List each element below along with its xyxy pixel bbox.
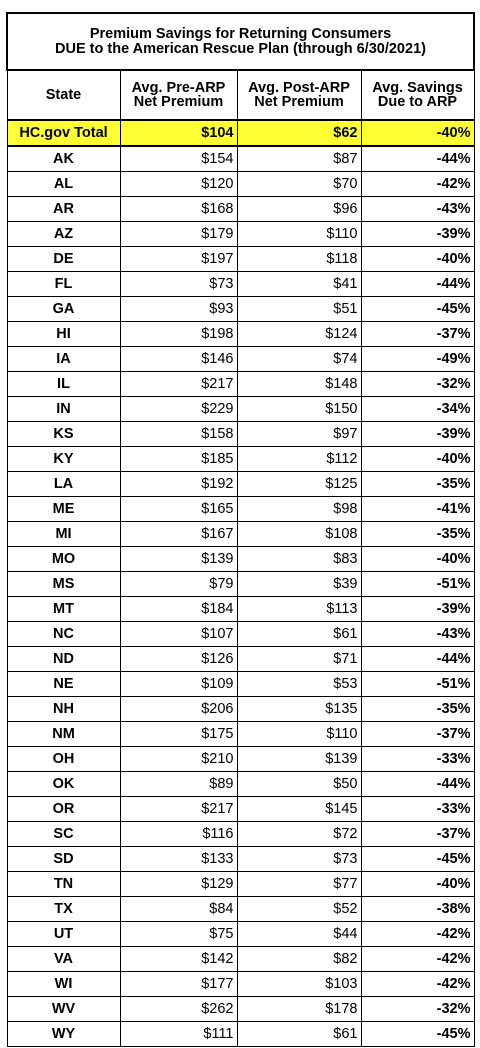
header-post-arp-line2: Net Premium (254, 94, 344, 110)
header-pre-arp-line2: Net Premium (133, 94, 224, 110)
cell-savings: -41% (361, 497, 474, 522)
cell-savings: -32% (361, 997, 474, 1022)
cell-savings: -37% (361, 322, 474, 347)
cell-pre-arp: $185 (120, 447, 237, 472)
table-row (7, 572, 474, 597)
cell-pre-arp: $79 (120, 572, 237, 597)
header-savings-line1: Avg. Savings (372, 79, 463, 96)
cell-state: ME (7, 497, 120, 522)
cell-state: WI (7, 972, 120, 997)
cell-pre-arp: $192 (120, 472, 237, 497)
cell-post-arp: $61 (237, 1022, 361, 1047)
cell-state: AR (7, 197, 120, 222)
cell-pre-arp: $129 (120, 872, 237, 897)
cell-post-arp: $96 (237, 197, 361, 222)
cell-pre-arp: $116 (120, 822, 237, 847)
cell-savings: -32% (361, 372, 474, 397)
cell-savings: -43% (361, 622, 474, 647)
total-row (7, 120, 474, 146)
table-row (7, 997, 474, 1022)
table-row (7, 647, 474, 672)
table-row (7, 597, 474, 622)
cell-state: IN (7, 397, 120, 422)
cell-savings: -40% (361, 447, 474, 472)
cell-pre-arp: $120 (120, 172, 237, 197)
header-savings-line2: Due to ARP (377, 94, 458, 110)
cell-pre-arp: $184 (120, 597, 237, 622)
cell-pre-arp: $210 (120, 747, 237, 772)
table-row (7, 872, 474, 897)
cell-post-arp: $118 (237, 247, 361, 272)
title-line-2: DUE to the American Rescue Plan (through 6/30/2021) (55, 40, 426, 57)
cell-state: MI (7, 522, 120, 547)
title-row (7, 13, 474, 70)
cell-pre-arp: $75 (120, 922, 237, 947)
table-title (7, 13, 474, 70)
table-row (7, 322, 474, 347)
cell-state: MO (7, 547, 120, 572)
cell-state: TN (7, 872, 120, 897)
table-row (7, 197, 474, 222)
cell-state: MT (7, 597, 120, 622)
table-row (7, 1022, 474, 1047)
cell-state: KS (7, 422, 120, 447)
table-row (7, 522, 474, 547)
cell-pre-arp: $217 (120, 372, 237, 397)
cell-pre-arp: $158 (120, 422, 237, 447)
table-row (7, 547, 474, 572)
cell-state: ND (7, 647, 120, 672)
header-state: State (7, 70, 120, 120)
cell-post-arp: $178 (237, 997, 361, 1022)
cell-post-arp: $110 (237, 722, 361, 747)
cell-savings: -35% (361, 697, 474, 722)
cell-post-arp: $108 (237, 522, 361, 547)
table-row (7, 297, 474, 322)
cell-pre-arp: $206 (120, 697, 237, 722)
cell-post-arp: $125 (237, 472, 361, 497)
cell-savings: -33% (361, 797, 474, 822)
cell-post-arp: $41 (237, 272, 361, 297)
cell-pre-arp: $167 (120, 522, 237, 547)
cell-post-arp: $73 (237, 847, 361, 872)
cell-state: IA (7, 347, 120, 372)
total-savings: -40% (361, 120, 474, 146)
cell-savings: -39% (361, 422, 474, 447)
table-row (7, 847, 474, 872)
cell-post-arp: $83 (237, 547, 361, 572)
table-row (7, 372, 474, 397)
cell-post-arp: $82 (237, 947, 361, 972)
cell-savings: -44% (361, 772, 474, 797)
table-row (7, 747, 474, 772)
table-row (7, 347, 474, 372)
table-row (7, 472, 474, 497)
cell-pre-arp: $126 (120, 647, 237, 672)
cell-savings: -44% (361, 272, 474, 297)
header-pre-arp (120, 70, 237, 120)
cell-post-arp: $87 (237, 146, 361, 172)
cell-state: TX (7, 897, 120, 922)
table-row (7, 897, 474, 922)
cell-savings: -43% (361, 197, 474, 222)
table-row (7, 172, 474, 197)
cell-post-arp: $50 (237, 772, 361, 797)
cell-pre-arp: $111 (120, 1022, 237, 1047)
cell-pre-arp: $179 (120, 222, 237, 247)
cell-pre-arp: $229 (120, 397, 237, 422)
cell-state: KY (7, 447, 120, 472)
cell-savings: -40% (361, 547, 474, 572)
cell-state: HI (7, 322, 120, 347)
cell-savings: -37% (361, 722, 474, 747)
cell-state: NM (7, 722, 120, 747)
title-line-1: Premium Savings for Returning Consumers (89, 26, 392, 42)
cell-post-arp: $71 (237, 647, 361, 672)
cell-pre-arp: $133 (120, 847, 237, 872)
cell-pre-arp: $142 (120, 947, 237, 972)
cell-savings: -45% (361, 297, 474, 322)
cell-state: NH (7, 697, 120, 722)
table-row (7, 697, 474, 722)
header-post-arp (237, 70, 361, 120)
table-row (7, 672, 474, 697)
cell-pre-arp: $177 (120, 972, 237, 997)
premium-savings-table (6, 12, 475, 1047)
cell-pre-arp: $198 (120, 322, 237, 347)
cell-post-arp: $112 (237, 447, 361, 472)
cell-pre-arp: $89 (120, 772, 237, 797)
cell-state: LA (7, 472, 120, 497)
cell-post-arp: $70 (237, 172, 361, 197)
cell-pre-arp: $165 (120, 497, 237, 522)
cell-savings: -42% (361, 947, 474, 972)
cell-post-arp: $135 (237, 697, 361, 722)
cell-state: OR (7, 797, 120, 822)
cell-state: NC (7, 622, 120, 647)
cell-pre-arp: $154 (120, 146, 237, 172)
cell-savings: -51% (361, 672, 474, 697)
cell-savings: -45% (361, 847, 474, 872)
cell-savings: -42% (361, 972, 474, 997)
cell-state: WV (7, 997, 120, 1022)
cell-savings: -39% (361, 222, 474, 247)
table-row (7, 397, 474, 422)
cell-savings: -42% (361, 172, 474, 197)
cell-pre-arp: $109 (120, 672, 237, 697)
table-row (7, 972, 474, 997)
cell-state: AK (7, 146, 120, 172)
cell-state: NE (7, 672, 120, 697)
total-state: HC.gov Total (7, 120, 120, 146)
table-row (7, 922, 474, 947)
cell-pre-arp: $197 (120, 247, 237, 272)
cell-pre-arp: $73 (120, 272, 237, 297)
header-savings (361, 70, 474, 120)
header-row (7, 70, 474, 120)
cell-pre-arp: $217 (120, 797, 237, 822)
cell-post-arp: $139 (237, 747, 361, 772)
cell-state: GA (7, 297, 120, 322)
cell-pre-arp: $93 (120, 297, 237, 322)
table-row (7, 722, 474, 747)
cell-state: DE (7, 247, 120, 272)
cell-post-arp: $53 (237, 672, 361, 697)
cell-post-arp: $97 (237, 422, 361, 447)
cell-savings: -33% (361, 747, 474, 772)
cell-savings: -34% (361, 397, 474, 422)
cell-post-arp: $77 (237, 872, 361, 897)
table-row (7, 146, 474, 172)
cell-pre-arp: $84 (120, 897, 237, 922)
cell-pre-arp: $262 (120, 997, 237, 1022)
cell-savings: -38% (361, 897, 474, 922)
cell-savings: -51% (361, 572, 474, 597)
cell-state: IL (7, 372, 120, 397)
cell-post-arp: $39 (237, 572, 361, 597)
table-row (7, 272, 474, 297)
cell-post-arp: $44 (237, 922, 361, 947)
cell-post-arp: $150 (237, 397, 361, 422)
cell-state: VA (7, 947, 120, 972)
cell-state: MS (7, 572, 120, 597)
cell-savings: -44% (361, 146, 474, 172)
cell-savings: -40% (361, 247, 474, 272)
cell-state: SC (7, 822, 120, 847)
cell-pre-arp: $139 (120, 547, 237, 572)
cell-state: AL (7, 172, 120, 197)
cell-post-arp: $98 (237, 497, 361, 522)
cell-post-arp: $148 (237, 372, 361, 397)
cell-savings: -44% (361, 647, 474, 672)
cell-state: SD (7, 847, 120, 872)
table-row (7, 772, 474, 797)
cell-post-arp: $103 (237, 972, 361, 997)
cell-savings: -45% (361, 1022, 474, 1047)
cell-savings: -37% (361, 822, 474, 847)
cell-pre-arp: $168 (120, 197, 237, 222)
table-row (7, 222, 474, 247)
table-row (7, 622, 474, 647)
cell-state: OH (7, 747, 120, 772)
cell-pre-arp: $146 (120, 347, 237, 372)
cell-post-arp: $124 (237, 322, 361, 347)
cell-pre-arp: $175 (120, 722, 237, 747)
table-row (7, 822, 474, 847)
cell-pre-arp: $107 (120, 622, 237, 647)
cell-post-arp: $113 (237, 597, 361, 622)
header-pre-arp-line1: Avg. Pre-ARP (131, 79, 226, 96)
cell-savings: -42% (361, 922, 474, 947)
table-row (7, 947, 474, 972)
cell-post-arp: $145 (237, 797, 361, 822)
cell-savings: -35% (361, 472, 474, 497)
table-row (7, 497, 474, 522)
cell-state: FL (7, 272, 120, 297)
header-post-arp-line1: Avg. Post-ARP (248, 79, 350, 96)
cell-post-arp: $74 (237, 347, 361, 372)
cell-state: UT (7, 922, 120, 947)
cell-post-arp: $110 (237, 222, 361, 247)
cell-post-arp: $52 (237, 897, 361, 922)
cell-post-arp: $72 (237, 822, 361, 847)
cell-savings: -49% (361, 347, 474, 372)
cell-savings: -40% (361, 872, 474, 897)
cell-state: WY (7, 1022, 120, 1047)
total-pre-arp: $104 (120, 120, 237, 146)
cell-post-arp: $61 (237, 622, 361, 647)
cell-state: OK (7, 772, 120, 797)
table-row (7, 797, 474, 822)
cell-savings: -35% (361, 522, 474, 547)
table-row (7, 247, 474, 272)
table-row (7, 447, 474, 472)
cell-post-arp: $51 (237, 297, 361, 322)
total-post-arp: $62 (237, 120, 361, 146)
cell-savings: -39% (361, 597, 474, 622)
table-row (7, 422, 474, 447)
cell-state: AZ (7, 222, 120, 247)
